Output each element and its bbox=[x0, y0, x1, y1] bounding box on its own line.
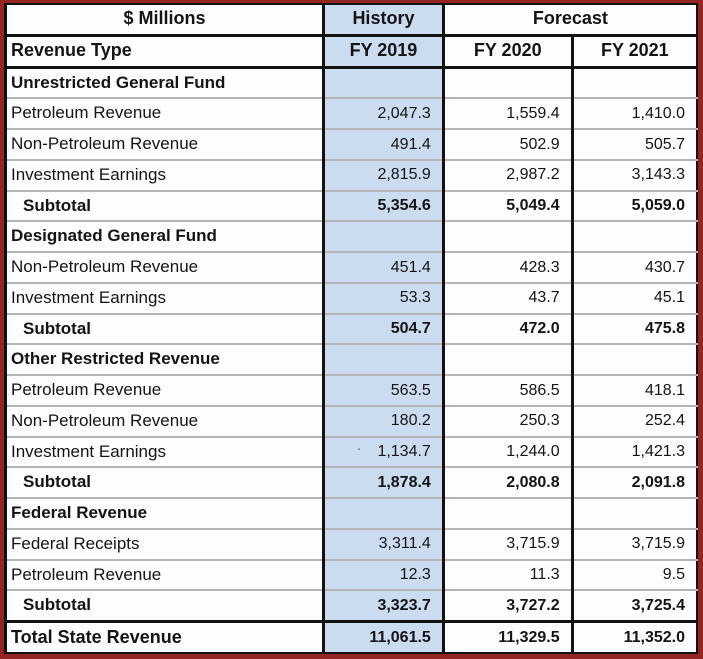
fy2021-value: 3,715.9 bbox=[572, 529, 697, 560]
fy2021-value: 418.1 bbox=[572, 375, 697, 406]
section-row-federal-revenue bbox=[6, 498, 698, 529]
empty-fy2020-cell bbox=[443, 221, 572, 252]
subtotal-label: Subtotal bbox=[6, 590, 324, 621]
fy2019-value: 11,061.5 bbox=[324, 622, 444, 653]
empty-fy2019-cell bbox=[324, 67, 444, 98]
fy2019-value: 180.2 bbox=[324, 406, 444, 437]
fy2019-value: 491.4 bbox=[324, 129, 444, 160]
fy2019-value: 563.5 bbox=[324, 375, 444, 406]
row-label: Petroleum Revenue bbox=[6, 98, 324, 129]
empty-fy2020-cell bbox=[443, 67, 572, 98]
table-row bbox=[6, 98, 698, 129]
fy2019-value: 2,047.3 bbox=[324, 98, 444, 129]
table-row bbox=[6, 437, 698, 468]
fy2021-value: 3,143.3 bbox=[572, 160, 697, 191]
empty-fy2020-cell bbox=[443, 344, 572, 375]
section-row-designated-general-fund bbox=[6, 221, 698, 252]
subtotal-row bbox=[6, 191, 698, 222]
section-title: Unrestricted General Fund bbox=[6, 67, 324, 98]
row-label: Non-Petroleum Revenue bbox=[6, 252, 324, 283]
fy2021-value: 2,091.8 bbox=[572, 467, 697, 498]
fy2020-value: 502.9 bbox=[443, 129, 572, 160]
fy2021-value: 252.4 bbox=[572, 406, 697, 437]
state-revenue-table bbox=[4, 3, 698, 654]
fy2021-value: 430.7 bbox=[572, 252, 697, 283]
header-row-years bbox=[6, 35, 698, 67]
fy2020-value: 2,080.8 bbox=[443, 467, 572, 498]
row-label: Investment Earnings bbox=[6, 160, 324, 191]
fy2021-value: 1,410.0 bbox=[572, 98, 697, 129]
fy2020-value: 428.3 bbox=[443, 252, 572, 283]
row-label: Investment Earnings bbox=[6, 437, 324, 468]
empty-fy2020-cell bbox=[443, 498, 572, 529]
fy2020-value: 586.5 bbox=[443, 375, 572, 406]
fy2020-value: 472.0 bbox=[443, 314, 572, 345]
row-label: Federal Receipts bbox=[6, 529, 324, 560]
fy2019-value: 53.3 bbox=[324, 283, 444, 314]
fy2020-value: 3,715.9 bbox=[443, 529, 572, 560]
section-row-other-restricted-revenue bbox=[6, 344, 698, 375]
fy2019-value: 3,311.4 bbox=[324, 529, 444, 560]
fy2019-value: 504.7 bbox=[324, 314, 444, 345]
fy2021-value: 5,059.0 bbox=[572, 191, 697, 222]
total-label: Total State Revenue bbox=[6, 622, 324, 653]
fy2021-value: 11,352.0 bbox=[572, 622, 697, 653]
fy2019-value: 5,354.6 bbox=[324, 191, 444, 222]
section-title: Other Restricted Revenue bbox=[6, 344, 324, 375]
fy2020-value: 43.7 bbox=[443, 283, 572, 314]
fy2019-value: 1,878.4 bbox=[324, 467, 444, 498]
row-label: Petroleum Revenue bbox=[6, 560, 324, 591]
subtotal-row bbox=[6, 467, 698, 498]
subtotal-row bbox=[6, 590, 698, 621]
fy2021-value: 3,725.4 bbox=[572, 590, 697, 621]
table-row bbox=[6, 375, 698, 406]
history-header: History bbox=[324, 4, 444, 35]
fy2021-value: 1,421.3 bbox=[572, 437, 697, 468]
fy2021-value: 505.7 bbox=[572, 129, 697, 160]
fy2021-value: 45.1 bbox=[572, 283, 697, 314]
fy2020-value: 11,329.5 bbox=[443, 622, 572, 653]
fy2019-value: 2,815.9 bbox=[324, 160, 444, 191]
section-title: Federal Revenue bbox=[6, 498, 324, 529]
subtotal-label: Subtotal bbox=[6, 191, 324, 222]
table-row bbox=[6, 252, 698, 283]
subtotal-row bbox=[6, 314, 698, 345]
table-row bbox=[6, 560, 698, 591]
empty-fy2019-cell bbox=[324, 221, 444, 252]
table-row bbox=[6, 283, 698, 314]
empty-fy2021-cell bbox=[572, 221, 697, 252]
fy2019-header: FY 2019 bbox=[324, 35, 444, 67]
header-row-groups bbox=[6, 4, 698, 35]
units-header: $ Millions bbox=[6, 4, 324, 35]
fy2020-value: 11.3 bbox=[443, 560, 572, 591]
table-row bbox=[6, 406, 698, 437]
table-row bbox=[6, 160, 698, 191]
fy2020-value: 2,987.2 bbox=[443, 160, 572, 191]
table-row bbox=[6, 129, 698, 160]
fy2019-value: 3,323.7 bbox=[324, 590, 444, 621]
empty-fy2021-cell bbox=[572, 498, 697, 529]
fy2021-header: FY 2021 bbox=[572, 35, 697, 67]
total-row bbox=[6, 622, 698, 653]
section-title: Designated General Fund bbox=[6, 221, 324, 252]
fy2021-value: 9.5 bbox=[572, 560, 697, 591]
row-label: Non-Petroleum Revenue bbox=[6, 129, 324, 160]
fy2020-value: 3,727.2 bbox=[443, 590, 572, 621]
scan-speck: · bbox=[356, 440, 362, 457]
empty-fy2019-cell bbox=[324, 498, 444, 529]
fy2019-value: 12.3 bbox=[324, 560, 444, 591]
forecast-header: Forecast bbox=[443, 4, 697, 35]
fy2020-value: 5,049.4 bbox=[443, 191, 572, 222]
table-row bbox=[6, 529, 698, 560]
empty-fy2021-cell bbox=[572, 67, 697, 98]
subtotal-label: Subtotal bbox=[6, 467, 324, 498]
fy2019-value bbox=[324, 437, 444, 468]
fy2020-value: 1,559.4 bbox=[443, 98, 572, 129]
fy2019-value-text: 1,134.7 bbox=[377, 443, 431, 461]
row-label: Investment Earnings bbox=[6, 283, 324, 314]
empty-fy2019-cell bbox=[324, 344, 444, 375]
revenue-type-header: Revenue Type bbox=[6, 35, 324, 67]
row-label: Non-Petroleum Revenue bbox=[6, 406, 324, 437]
section-row-unrestricted-general-fund bbox=[6, 67, 698, 98]
fy2021-value: 475.8 bbox=[572, 314, 697, 345]
fy2019-value: 451.4 bbox=[324, 252, 444, 283]
subtotal-label: Subtotal bbox=[6, 314, 324, 345]
fy2020-header: FY 2020 bbox=[443, 35, 572, 67]
fy2020-value: 1,244.0 bbox=[443, 437, 572, 468]
empty-fy2021-cell bbox=[572, 344, 697, 375]
fy2020-value: 250.3 bbox=[443, 406, 572, 437]
row-label: Petroleum Revenue bbox=[6, 375, 324, 406]
